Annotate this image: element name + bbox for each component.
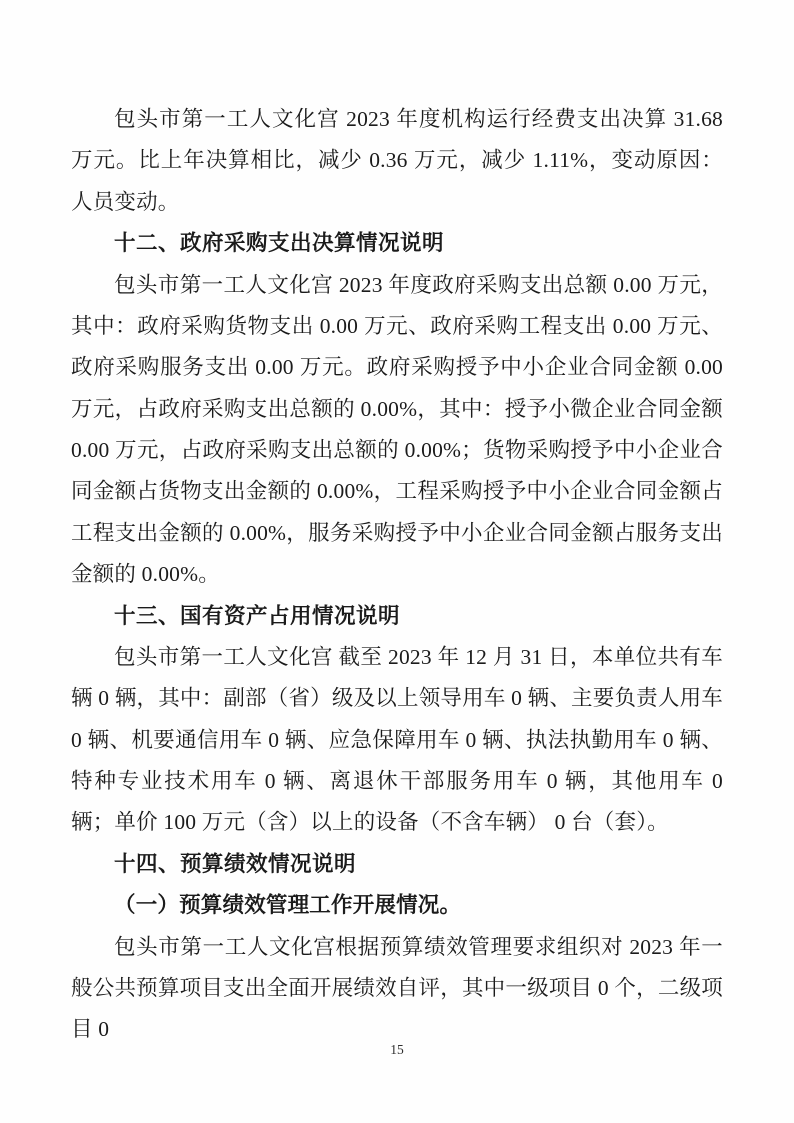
page-number: 15 <box>390 1042 404 1057</box>
section-heading: 十三、国有资产占用情况说明 <box>114 603 401 628</box>
paragraph: 包头市第一工人文化宫根据预算绩效管理要求组织对 2023 年一般公共预算项目支出全面开展绩效自评，其中一级项目 0 个，二级项目 0 <box>71 934 723 1042</box>
document-body <box>71 99 723 1051</box>
paragraph: 包头市第一工人文化宫 2023 年度政府采购支出总额 0.00 万元，其中：政府采购货物支出 0.00 万元、政府采购工程支出 0.00 万元、政府采购服务支出 0.00 万元。政府采购授予中小企业合同金额 0.00 万元，占政府采购支出总额的 0.00%，其中：授予小微企业合同金额 0.00 万元，占政府采购支出总额的 0.00%；货物采购授予中小企业合同金额占货物支出金额的 0.00%，工程采购授予中小企业合同金额占工程支出金额的 0.00%，服务采购授予中小企业合同金额占服务支出金额的 0.00%。 <box>71 272 723 587</box>
paragraph: 包头市第一工人文化宫 2023 年度机构运行经费支出决算 31.68 万元。比上年决算相比，减少 0.36 万元，减少 1.11%，变动原因：人员变动。 <box>71 107 723 214</box>
section-heading: 十四、预算绩效情况说明 <box>114 851 357 876</box>
sub-section-heading: （一）预算绩效管理工作开展情况。 <box>114 893 462 918</box>
paragraph: 包头市第一工人文化宫 截至 2023 年 12 月 31 日，本单位共有车辆 0 辆，其中：副部（省）级及以上领导用车 0 辆、主要负责人用车 0 辆、机要通信用车 0 辆、应急保障用车 0 辆、执法执勤用车 0 辆、特种专业技术用车 0 辆、离退休干部服务用车 0 辆，其他用车 0 辆；单价 100 万元（含）以上的设备（不含车辆） 0 台（套）。 <box>71 644 723 835</box>
section-heading: 十二、政府采购支出决算情况说明 <box>114 231 445 256</box>
